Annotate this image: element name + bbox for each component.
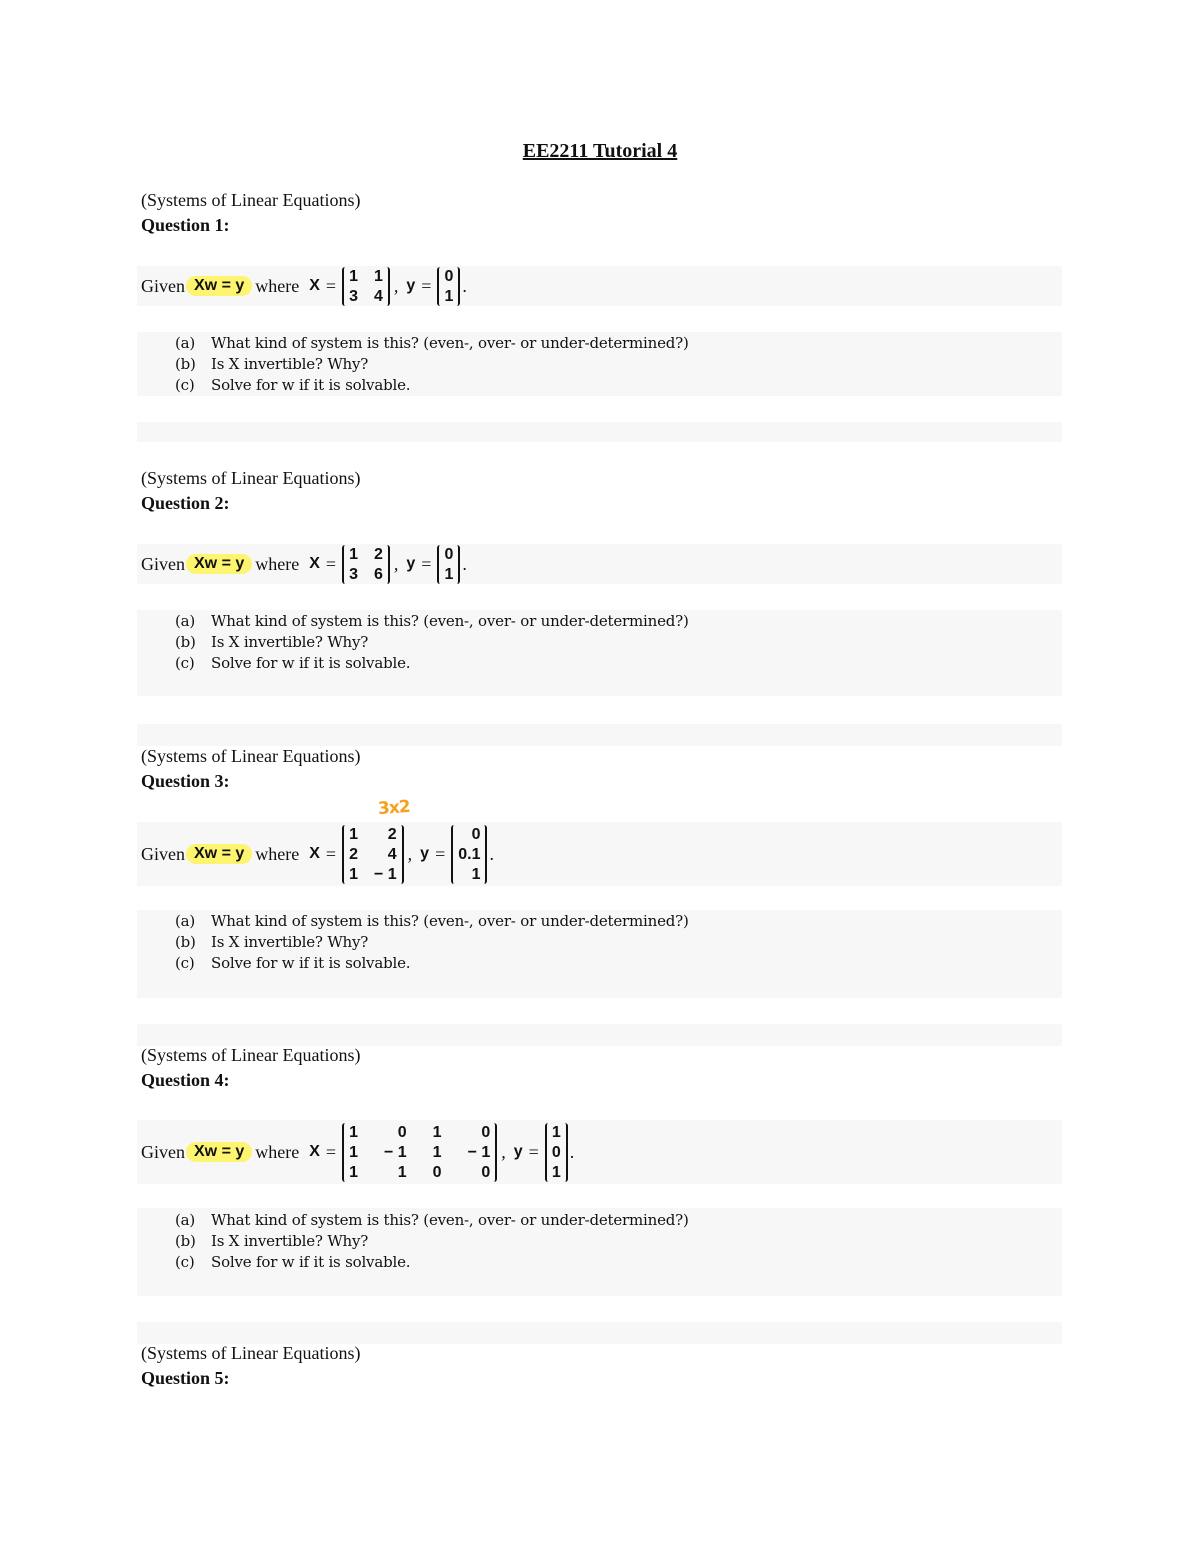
vector-cell: 1 <box>444 565 454 583</box>
sub-question <box>175 611 689 632</box>
handwritten-annotation: 3x2 <box>377 796 411 820</box>
vector-cell: 0 <box>551 1143 561 1161</box>
matrix-cell: 1 <box>349 1123 358 1141</box>
period: . <box>489 843 494 864</box>
given-label: Given <box>141 553 185 574</box>
where-label: where <box>255 1141 300 1162</box>
matrix-cell: 0 <box>397 1123 407 1141</box>
matrix-cell: 3 <box>349 287 358 305</box>
given-label: Given <box>141 843 185 864</box>
highlighted-equation: Xw = y <box>186 1142 252 1162</box>
matrix-cell: 0 <box>432 1163 442 1181</box>
spacer-band <box>137 724 1062 746</box>
matrix-cell: 4 <box>387 845 397 863</box>
matrix-cell: 1 <box>349 865 358 883</box>
item-text: Solve for w if it is solvable. <box>211 954 411 972</box>
y-symbol: y <box>406 555 416 572</box>
comma: , <box>393 553 399 574</box>
matrix-x <box>342 1123 497 1182</box>
given-equation-1 <box>141 266 467 306</box>
x-symbol: X <box>309 277 320 294</box>
item-letter: (b) <box>175 933 196 951</box>
matrix-cell: 0 <box>481 1163 491 1181</box>
section-label: (Systems of Linear Equations) <box>141 1045 361 1065</box>
y-symbol: y <box>513 1143 523 1160</box>
matrix-cell: 1 <box>349 267 358 285</box>
given-equation-3 <box>141 822 494 886</box>
item-letter: (c) <box>175 654 195 672</box>
given-equation-2 <box>141 544 467 584</box>
item-letter: (c) <box>175 1253 195 1271</box>
period: . <box>569 1141 575 1162</box>
item-text: Is X invertible? Why? <box>211 355 369 373</box>
matrix-cell: 2 <box>349 845 358 863</box>
page-title: EE2211 Tutorial 4 <box>522 140 678 162</box>
comma: , <box>407 843 413 864</box>
sub-question <box>175 1252 689 1273</box>
section-label: (Systems of Linear Equations) <box>141 468 361 488</box>
sub-question <box>175 1210 689 1231</box>
item-letter: (c) <box>175 376 195 394</box>
section-label: (Systems of Linear Equations) <box>141 190 361 210</box>
x-symbol: X <box>309 845 320 862</box>
item-letter: (a) <box>175 334 196 352</box>
item-text: Solve for w if it is solvable. <box>211 654 411 672</box>
vector-cell: 0 <box>444 267 454 285</box>
item-text: What kind of system is this? (even-, over- or under-determined?) <box>211 912 689 930</box>
matrix-cell: 2 <box>373 545 383 563</box>
sub-question <box>175 953 689 974</box>
sub-question <box>175 911 689 932</box>
vector-cell: 1 <box>444 287 454 305</box>
item-text: What kind of system is this? (even-, over- or under-determined?) <box>211 334 689 352</box>
matrix-cell: 3 <box>349 565 358 583</box>
matrix-cell: 1 <box>432 1143 442 1161</box>
item-text: Is X invertible? Why? <box>211 1232 369 1250</box>
x-symbol: X <box>309 555 320 572</box>
highlighted-equation: Xw = y <box>186 844 252 864</box>
vector-cell: 0 <box>444 545 454 563</box>
vector-y <box>451 825 487 884</box>
matrix-cell: 1 <box>349 1143 358 1161</box>
x-symbol: X <box>309 1143 320 1160</box>
equals-sign: = <box>325 1141 337 1162</box>
vector-cell: 1 <box>551 1123 561 1141</box>
matrix-cell: 1 <box>432 1123 442 1141</box>
item-letter: (c) <box>175 954 195 972</box>
item-text: Solve for w if it is solvable. <box>211 376 411 394</box>
item-text: What kind of system is this? (even-, over- or under-determined?) <box>211 612 689 630</box>
vector-cell: 1 <box>551 1163 561 1181</box>
section-label: (Systems of Linear Equations) <box>141 1343 361 1363</box>
matrix-x <box>342 825 404 884</box>
where-label: where <box>255 843 300 864</box>
period: . <box>462 275 467 296</box>
equals-sign: = <box>421 275 432 296</box>
item-letter: (a) <box>175 912 196 930</box>
vector-cell: 1 <box>471 865 481 883</box>
matrix-cell: 0 <box>481 1123 491 1141</box>
item-text: Is X invertible? Why? <box>211 633 369 651</box>
item-text: What kind of system is this? (even-, over- or under-determined?) <box>211 1211 689 1229</box>
item-letter: (b) <box>175 633 196 651</box>
period: . <box>462 553 467 574</box>
question-heading-3: Question 3: <box>141 771 230 791</box>
comma: , <box>393 275 399 296</box>
highlighted-equation: Xw = y <box>186 276 252 296</box>
given-label: Given <box>141 275 185 296</box>
equals-sign: = <box>325 843 337 864</box>
equals-sign: = <box>435 843 446 864</box>
spacer-band <box>137 1024 1062 1046</box>
question-heading-4: Question 4: <box>141 1070 230 1090</box>
sub-question <box>175 375 689 396</box>
item-letter: (b) <box>175 1232 196 1250</box>
equals-sign: = <box>421 553 432 574</box>
matrix-cell: 1 <box>373 267 383 285</box>
matrix-cell: 6 <box>373 565 383 583</box>
vector-y <box>437 267 460 306</box>
item-text: Is X invertible? Why? <box>211 933 369 951</box>
sub-questions-4 <box>175 1210 689 1273</box>
question-heading-5: Question 5: <box>141 1368 230 1388</box>
y-symbol: y <box>420 845 430 862</box>
comma: , <box>501 1141 506 1162</box>
equals-sign: = <box>325 275 337 296</box>
matrix-cell: 1 <box>349 545 358 563</box>
sub-question <box>175 333 689 354</box>
where-label: where <box>255 275 300 296</box>
y-symbol: y <box>406 277 416 294</box>
vector-cell: 0.1 <box>458 845 481 863</box>
question-heading-1: Question 1: <box>141 215 230 235</box>
vector-y <box>545 1123 568 1182</box>
item-letter: (a) <box>175 1211 196 1229</box>
given-label: Given <box>141 1141 185 1162</box>
where-label: where <box>255 553 300 574</box>
matrix-cell: 1 <box>349 825 358 843</box>
spacer-band <box>137 1322 1062 1344</box>
vector-y <box>437 545 460 584</box>
sub-question <box>175 1231 689 1252</box>
item-letter: (b) <box>175 355 196 373</box>
matrix-cell: − 1 <box>467 1143 491 1161</box>
sub-questions-2 <box>175 611 689 674</box>
sub-question <box>175 932 689 953</box>
section-label: (Systems of Linear Equations) <box>141 746 361 766</box>
matrix-x <box>342 545 390 584</box>
matrix-cell: 1 <box>397 1163 407 1181</box>
matrix-cell: − 1 <box>383 1143 407 1161</box>
spacer-band <box>137 422 1062 442</box>
sub-questions-1 <box>175 333 689 396</box>
given-equation-4 <box>141 1120 574 1184</box>
sub-questions-3 <box>175 911 689 974</box>
equals-sign: = <box>325 553 337 574</box>
item-text: Solve for w if it is solvable. <box>211 1253 411 1271</box>
question-heading-2: Question 2: <box>141 493 230 513</box>
matrix-cell: 1 <box>349 1163 358 1181</box>
matrix-cell: 4 <box>373 287 383 305</box>
sub-question <box>175 653 689 674</box>
matrix-x <box>342 267 390 306</box>
sub-question <box>175 354 689 375</box>
item-letter: (a) <box>175 612 196 630</box>
vector-cell: 0 <box>471 825 481 843</box>
sub-question <box>175 632 689 653</box>
matrix-cell: − 1 <box>373 865 397 883</box>
highlighted-equation: Xw = y <box>186 554 252 574</box>
matrix-cell: 2 <box>387 825 397 843</box>
equals-sign: = <box>528 1141 539 1162</box>
